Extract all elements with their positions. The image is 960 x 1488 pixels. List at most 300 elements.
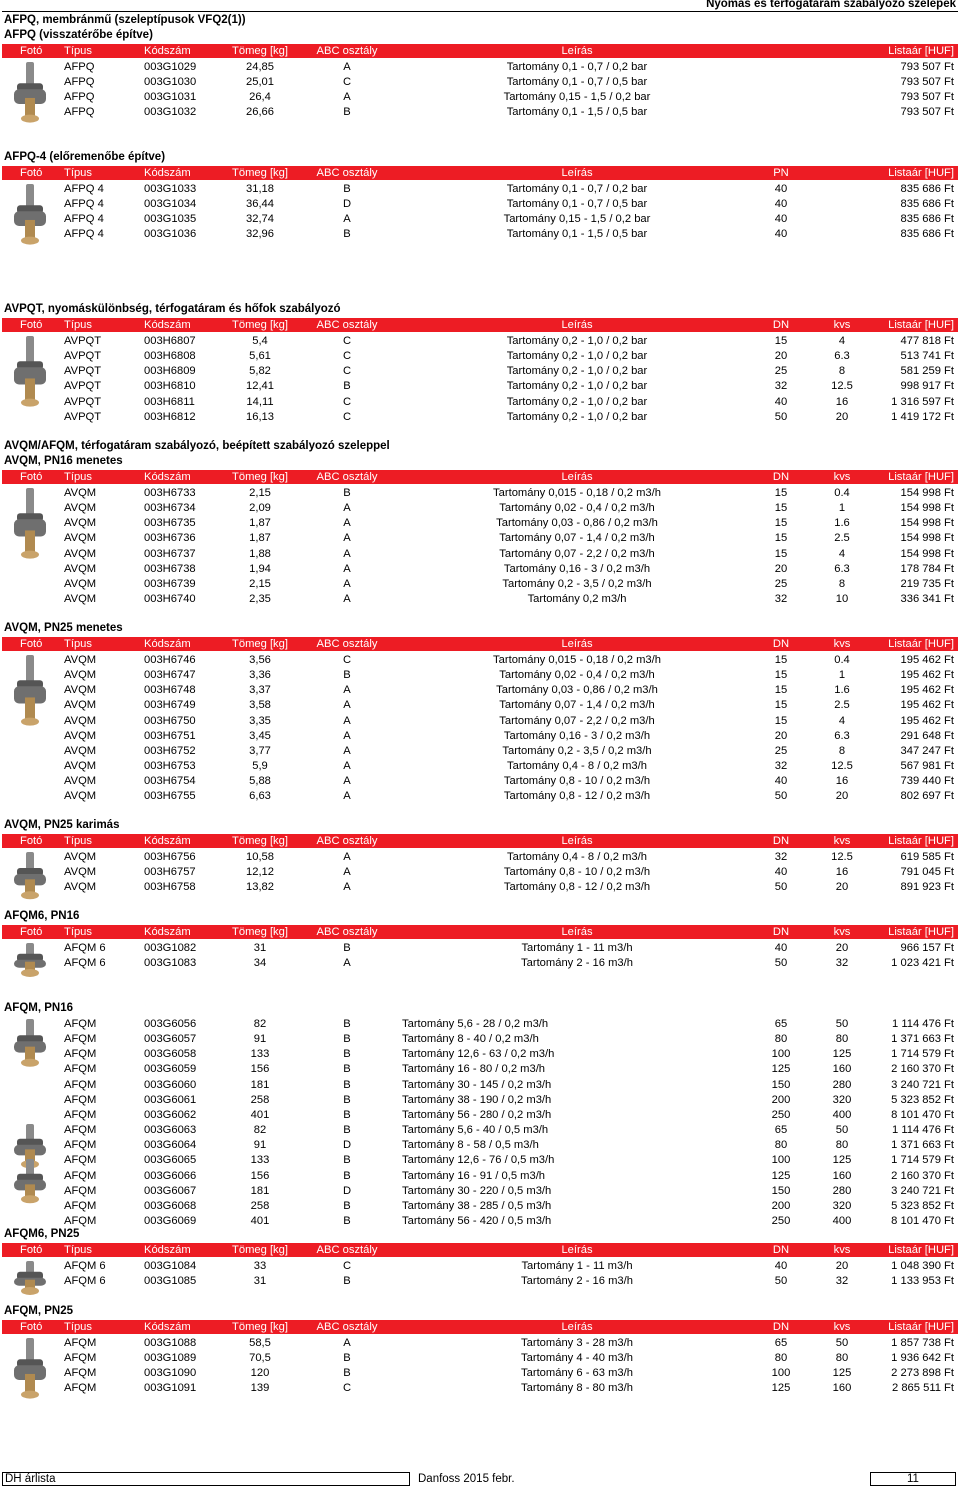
type-cell: AVQM xyxy=(64,699,97,712)
dn-cell: 15 xyxy=(774,517,788,530)
price-cell: 219 735 Ft xyxy=(900,577,954,590)
table-row xyxy=(2,1259,958,1274)
price-cell: 2 160 370 Ft xyxy=(891,1063,954,1076)
price-cell: 8 101 470 Ft xyxy=(891,1214,954,1227)
kvs-header: kvs xyxy=(833,926,851,938)
table-row xyxy=(2,531,958,546)
type-cell: AFQM 6 xyxy=(64,957,106,970)
dn-cell: 65 xyxy=(774,1018,788,1030)
description-cell: Tartomány 2 - 16 m3/h xyxy=(521,1275,633,1288)
description-cell: Tartomány 12,6 - 63 / 0,2 m3/h xyxy=(402,1048,555,1061)
kvs-cell: 80 xyxy=(835,1033,849,1046)
dn-cell: 15 xyxy=(774,532,788,545)
description-cell: Tartomány 8 - 40 / 0,2 m3/h xyxy=(402,1033,539,1046)
table-row xyxy=(2,182,958,197)
kvs-cell: 12.5 xyxy=(831,851,853,863)
table-row xyxy=(2,1017,958,1032)
type-cell: AFQM xyxy=(64,1382,97,1395)
kvs-cell: 400 xyxy=(832,1214,852,1227)
dn-cell: 15 xyxy=(774,684,788,697)
price-header: Listaár [HUF] xyxy=(888,167,954,179)
type-cell: AVQM xyxy=(64,547,97,560)
kvs-cell: 2.5 xyxy=(834,532,850,545)
description-cell: Tartomány 8 - 80 m3/h xyxy=(521,1382,633,1395)
type-cell: AFQM xyxy=(64,1214,97,1227)
type-cell: AFPQ 4 xyxy=(64,198,104,211)
type-cell: AVQM xyxy=(64,744,97,757)
type-cell: AFPQ xyxy=(64,61,95,73)
price-cell: 1 023 421 Ft xyxy=(891,957,954,970)
abc-class-cell: B xyxy=(343,1199,351,1212)
price-cell: 793 507 Ft xyxy=(900,76,954,89)
abc-class-cell: B xyxy=(343,1214,351,1227)
weight-cell: 26,66 xyxy=(246,106,274,119)
weight-cell: 156 xyxy=(250,1169,270,1182)
dn-cell: 80 xyxy=(774,1352,788,1365)
table-header-row xyxy=(2,1243,958,1257)
abc-class-cell: B xyxy=(343,1078,351,1091)
abc-header: ABC osztály xyxy=(316,835,378,847)
code-cell: 003G6063 xyxy=(144,1124,197,1137)
weight-cell: 133 xyxy=(250,1048,270,1061)
kvs-cell: 50 xyxy=(835,1124,849,1137)
abc-class-cell: A xyxy=(343,729,351,742)
kvs-cell: 125 xyxy=(832,1154,852,1167)
dn-cell: 25 xyxy=(774,744,788,757)
weight-cell: 3,58 xyxy=(249,699,271,712)
type-header: Típus xyxy=(64,835,92,847)
description-cell: Tartomány 0,03 - 0,86 / 0,2 m3/h xyxy=(496,517,658,530)
abc-class-cell: C xyxy=(342,395,352,408)
kvs-cell: 8 xyxy=(838,365,846,378)
code-cell: 003H6734 xyxy=(144,502,196,515)
description-cell: Tartomány 0,015 - 0,18 / 0,2 m3/h xyxy=(493,487,661,499)
code-header: Kódszám xyxy=(144,1321,191,1333)
price-cell: 998 917 Ft xyxy=(900,380,954,393)
description-cell: Tartomány 0,07 - 2,2 / 0,2 m3/h xyxy=(499,714,655,727)
table-row xyxy=(2,197,958,212)
photo-header: Fotó xyxy=(20,1244,43,1256)
kvs-cell: 12.5 xyxy=(831,380,853,393)
abc-class-cell: A xyxy=(343,593,351,606)
abc-class-cell: B xyxy=(343,1048,351,1061)
code-cell: 003H6751 xyxy=(144,729,196,742)
table-row xyxy=(2,698,958,713)
abc-class-cell: A xyxy=(343,790,351,803)
kvs-cell: 6.3 xyxy=(834,729,850,742)
code-cell: 003G1036 xyxy=(144,228,197,241)
abc-class-cell: D xyxy=(342,198,352,211)
abc-class-cell: C xyxy=(342,335,352,347)
abc-class-cell: B xyxy=(343,380,351,393)
description-header: Leírás xyxy=(561,1244,593,1256)
description-header: Leírás xyxy=(561,319,593,331)
price-cell: 966 157 Ft xyxy=(900,942,954,954)
description-cell: Tartomány 0,15 - 1,5 / 0,2 bar xyxy=(503,213,651,226)
table-row xyxy=(2,714,958,729)
weight-cell: 33 xyxy=(253,1260,267,1272)
dn-header: DN xyxy=(772,638,790,650)
kvs-cell: 32 xyxy=(835,957,849,970)
kvs-cell: 50 xyxy=(835,1337,849,1349)
description-cell: Tartomány 0,07 - 1,4 / 0,2 m3/h xyxy=(499,699,655,712)
table-row xyxy=(2,1366,958,1381)
weight-cell: 1,94 xyxy=(249,562,271,575)
price-cell: 1 371 663 Ft xyxy=(891,1033,954,1046)
kvs-cell: 1.6 xyxy=(834,517,850,530)
description-header: Leírás xyxy=(561,45,593,57)
code-cell: 003G1089 xyxy=(144,1352,197,1365)
type-cell: AVQM xyxy=(64,729,97,742)
weight-cell: 5,9 xyxy=(252,760,268,773)
photo-header: Fotó xyxy=(20,45,43,57)
table-row xyxy=(2,577,958,592)
price-header: Listaár [HUF] xyxy=(888,1321,954,1333)
code-cell: 003G1035 xyxy=(144,213,197,226)
dn-cell: 150 xyxy=(771,1078,791,1091)
code-header: Kódszám xyxy=(144,471,191,483)
table-row xyxy=(2,379,958,394)
price-cell: 154 998 Ft xyxy=(900,502,954,515)
code-cell: 003H6746 xyxy=(144,654,196,666)
kvs-cell: 32 xyxy=(835,1275,849,1288)
type-cell: AVQM xyxy=(64,881,97,894)
type-cell: AVQM xyxy=(64,654,97,666)
code-cell: 003G1091 xyxy=(144,1382,197,1395)
kvs-cell: 20 xyxy=(835,881,849,894)
dn-cell: 40 xyxy=(774,866,788,879)
dn-cell: 50 xyxy=(774,957,788,970)
code-cell: 003G1084 xyxy=(144,1260,197,1272)
price-cell: 154 998 Ft xyxy=(900,517,954,530)
price-cell: 1 714 579 Ft xyxy=(891,1154,954,1167)
weight-cell: 120 xyxy=(250,1367,270,1380)
abc-class-cell: A xyxy=(343,684,351,697)
description-cell: Tartomány 16 - 91 / 0,5 m3/h xyxy=(402,1169,546,1182)
code-header: Kódszám xyxy=(144,45,191,57)
weight-cell: 139 xyxy=(250,1382,270,1395)
weight-cell: 3,35 xyxy=(249,714,271,727)
type-cell: AVQM xyxy=(64,684,97,697)
abc-class-cell: C xyxy=(342,350,352,363)
abc-class-cell: B xyxy=(343,1063,351,1076)
dn-header: DN xyxy=(772,926,790,938)
weight-cell: 401 xyxy=(250,1214,270,1227)
price-cell: 195 462 Ft xyxy=(900,669,954,682)
type-cell: AVQM xyxy=(64,562,97,575)
kvs-cell: 125 xyxy=(832,1048,852,1061)
type-cell: AFQM xyxy=(64,1139,97,1152)
description-cell: Tartomány 0,02 - 0,4 / 0,2 m3/h xyxy=(499,669,655,682)
code-cell: 003H6807 xyxy=(144,335,196,347)
code-header: Kódszám xyxy=(144,926,191,938)
table-row xyxy=(2,1138,958,1153)
kvs-header: kvs xyxy=(833,1321,851,1333)
code-cell: 003G1088 xyxy=(144,1337,197,1349)
valve-photo-icon xyxy=(10,653,50,731)
weight-cell: 12,12 xyxy=(246,866,274,879)
price-cell: 1 114 476 Ft xyxy=(892,1018,954,1030)
code-cell: 003H6812 xyxy=(144,410,196,423)
description-cell: Tartomány 0,2 - 1,0 / 0,2 bar xyxy=(506,365,648,378)
description-header: Leírás xyxy=(561,471,593,483)
weight-cell: 2,15 xyxy=(249,487,271,499)
abc-class-cell: A xyxy=(343,517,351,530)
price-cell: 154 998 Ft xyxy=(900,547,954,560)
type-cell: AFPQ 4 xyxy=(64,228,104,241)
description-cell: Tartomány 56 - 420 / 0,5 m3/h xyxy=(402,1214,552,1227)
dn-cell: 15 xyxy=(774,669,788,682)
dn-cell: 32 xyxy=(774,851,788,863)
table-row xyxy=(2,744,958,759)
weight-cell: 24,85 xyxy=(246,61,274,73)
price-cell: 195 462 Ft xyxy=(900,654,954,666)
table-row xyxy=(2,90,958,105)
table-row xyxy=(2,850,958,865)
section-title: AFQM6, PN16 xyxy=(4,910,80,922)
weight-header: Tömeg [kg] xyxy=(232,638,288,650)
type-cell: AVQM xyxy=(64,532,97,545)
price-cell: 8 101 470 Ft xyxy=(891,1108,954,1121)
table-row xyxy=(2,516,958,531)
abc-class-cell: A xyxy=(343,61,351,73)
photo-header: Fotó xyxy=(20,926,43,938)
code-cell: 003G6056 xyxy=(144,1018,197,1030)
table-row xyxy=(2,1032,958,1047)
code-cell: 003G1082 xyxy=(144,942,197,954)
weight-cell: 34 xyxy=(253,957,267,970)
price-header: Listaár [HUF] xyxy=(888,1244,954,1256)
weight-cell: 5,82 xyxy=(249,365,271,378)
weight-cell: 2,35 xyxy=(249,593,271,606)
abc-class-cell: A xyxy=(343,1337,351,1349)
price-cell: 793 507 Ft xyxy=(900,91,954,104)
photo-header: Fotó xyxy=(20,167,43,179)
dn-cell: 200 xyxy=(771,1093,791,1106)
valve-photo-icon xyxy=(10,486,50,564)
dn-cell: 32 xyxy=(774,593,788,606)
type-header: Típus xyxy=(64,926,92,938)
table-row xyxy=(2,227,958,242)
type-cell: AFQM xyxy=(64,1199,97,1212)
type-header: Típus xyxy=(64,471,92,483)
price-header: Listaár [HUF] xyxy=(888,835,954,847)
price-cell: 336 341 Ft xyxy=(900,593,954,606)
code-cell: 003G1034 xyxy=(144,198,197,211)
code-cell: 003H6809 xyxy=(144,365,196,378)
weight-cell: 258 xyxy=(250,1093,270,1106)
type-cell: AVQM xyxy=(64,502,97,515)
price-cell: 1 857 738 Ft xyxy=(891,1337,954,1349)
type-cell: AFQM xyxy=(64,1018,97,1030)
description-cell: Tartomány 0,8 - 10 / 0,2 m3/h xyxy=(503,775,651,788)
type-header: Típus xyxy=(64,319,92,331)
type-cell: AFQM 6 xyxy=(64,942,106,954)
description-cell: Tartomány 0,4 - 8 / 0,2 m3/h xyxy=(507,760,647,773)
description-cell: Tartomány 2 - 16 m3/h xyxy=(521,957,633,970)
kvs-cell: 4 xyxy=(838,714,846,727)
valve-photo-icon xyxy=(10,850,50,901)
code-cell: 003H6736 xyxy=(144,532,196,545)
valve-photo-icon xyxy=(10,334,50,412)
weight-cell: 156 xyxy=(250,1063,270,1076)
price-cell: 1 419 172 Ft xyxy=(891,410,954,423)
abc-class-cell: A xyxy=(343,213,351,226)
abc-class-cell: B xyxy=(343,1033,351,1046)
code-cell: 003G6058 xyxy=(144,1048,197,1061)
table-row xyxy=(2,547,958,562)
table-row xyxy=(2,1047,958,1062)
dn-cell: 40 xyxy=(774,942,788,954)
description-cell: Tartomány 0,07 - 1,4 / 0,2 m3/h xyxy=(499,532,655,545)
type-cell: AVPQT xyxy=(64,395,102,408)
table-row xyxy=(2,75,958,90)
type-cell: AFQM 6 xyxy=(64,1260,106,1272)
weight-cell: 1,87 xyxy=(249,517,271,530)
code-cell: 003G1090 xyxy=(144,1367,197,1380)
price-cell: 739 440 Ft xyxy=(900,775,954,788)
kvs-cell: 1 xyxy=(838,502,846,515)
weight-cell: 181 xyxy=(250,1078,270,1091)
kvs-cell: 12.5 xyxy=(831,760,853,773)
price-cell: 802 697 Ft xyxy=(900,790,954,803)
price-cell: 891 923 Ft xyxy=(900,881,954,894)
type-header: Típus xyxy=(64,1244,92,1256)
kvs-cell: 280 xyxy=(832,1078,852,1091)
price-cell: 291 648 Ft xyxy=(900,729,954,742)
type-cell: AVQM xyxy=(64,866,97,879)
price-cell: 195 462 Ft xyxy=(900,684,954,697)
dn-cell: 20 xyxy=(774,562,788,575)
section-title: AVQM, PN25 menetes xyxy=(4,622,123,634)
dn-cell: 40 xyxy=(774,213,788,226)
kvs-cell: 80 xyxy=(835,1352,849,1365)
description-cell: Tartomány 0,1 - 0,7 / 0,5 bar xyxy=(506,198,648,211)
weight-cell: 5,4 xyxy=(252,335,268,347)
kvs-cell: 1 xyxy=(838,669,846,682)
description-cell: Tartomány 0,2 m3/h xyxy=(527,593,627,606)
section-title: AFQM6, PN25 xyxy=(4,1228,80,1240)
price-cell: 581 259 Ft xyxy=(900,365,954,378)
description-cell: Tartomány 16 - 80 / 0,2 m3/h xyxy=(402,1063,546,1076)
type-cell: AVQM xyxy=(64,517,97,530)
valve-photo-icon xyxy=(10,182,50,249)
description-cell: Tartomány 3 - 28 m3/h xyxy=(521,1337,633,1349)
description-cell: Tartomány 0,8 - 10 / 0,2 m3/h xyxy=(503,866,651,879)
weight-cell: 258 xyxy=(250,1199,270,1212)
code-cell: 003H6733 xyxy=(144,487,196,499)
dn-cell: 100 xyxy=(771,1154,791,1167)
description-cell: Tartomány 5,6 - 28 / 0,2 m3/h xyxy=(402,1018,549,1030)
abc-class-cell: C xyxy=(342,1382,352,1395)
description-cell: Tartomány 0,16 - 3 / 0,2 m3/h xyxy=(503,562,651,575)
type-cell: AVPQT xyxy=(64,410,102,423)
code-cell: 003G1083 xyxy=(144,957,197,970)
dn-cell: 20 xyxy=(774,350,788,363)
weight-cell: 13,82 xyxy=(246,881,274,894)
description-cell: Tartomány 38 - 285 / 0,5 m3/h xyxy=(402,1199,552,1212)
type-cell: AVQM xyxy=(64,760,97,773)
type-cell: AVQM xyxy=(64,851,97,863)
price-cell: 154 998 Ft xyxy=(900,532,954,545)
dn-cell: 100 xyxy=(771,1367,791,1380)
kvs-header: kvs xyxy=(833,319,851,331)
weight-cell: 91 xyxy=(253,1033,267,1046)
weight-cell: 82 xyxy=(253,1124,267,1137)
abc-class-cell: C xyxy=(342,365,352,378)
dn-cell: 50 xyxy=(774,790,788,803)
weight-cell: 3,36 xyxy=(249,669,271,682)
weight-cell: 26,4 xyxy=(249,91,271,104)
table-header-row xyxy=(2,318,958,332)
code-cell: 003H6810 xyxy=(144,380,196,393)
abc-class-cell: B xyxy=(343,1124,351,1137)
price-cell: 567 981 Ft xyxy=(900,760,954,773)
dn-cell: 125 xyxy=(771,1169,791,1182)
weight-cell: 12,41 xyxy=(246,380,274,393)
kvs-cell: 125 xyxy=(832,1367,852,1380)
section-title: AVPQT, nyomáskülönbség, térfogatáram és hőfok szabályozó xyxy=(4,303,341,315)
description-cell: Tartomány 0,2 - 1,0 / 0,2 bar xyxy=(506,410,648,423)
abc-class-cell: A xyxy=(343,714,351,727)
code-cell: 003H6747 xyxy=(144,669,196,682)
code-cell: 003H6739 xyxy=(144,577,196,590)
abc-class-cell: A xyxy=(343,577,351,590)
page-header-title: Nyomás és térfogatáram szabályozó szelepek xyxy=(706,0,956,10)
code-cell: 003G6066 xyxy=(144,1169,197,1182)
section-title: AFPQ (visszatérőbe építve) xyxy=(4,29,153,41)
abc-header: ABC osztály xyxy=(316,167,378,179)
code-cell: 003H6735 xyxy=(144,517,196,530)
section-title: AVQM, PN25 karimás xyxy=(4,819,120,831)
table-row xyxy=(2,1062,958,1077)
description-cell: Tartomány 4 - 40 m3/h xyxy=(521,1352,633,1365)
price-cell: 835 686 Ft xyxy=(900,183,954,195)
kvs-cell: 280 xyxy=(832,1184,852,1197)
price-cell: 178 784 Ft xyxy=(900,562,954,575)
type-cell: AVPQT xyxy=(64,365,102,378)
weight-cell: 36,44 xyxy=(246,198,274,211)
price-cell: 835 686 Ft xyxy=(900,198,954,211)
table-row xyxy=(2,1336,958,1351)
table-header-row xyxy=(2,637,958,651)
price-cell: 619 585 Ft xyxy=(900,851,954,863)
table-row xyxy=(2,486,958,501)
dn-cell: 40 xyxy=(774,228,788,241)
dn-cell: 100 xyxy=(771,1048,791,1061)
kvs-cell: 320 xyxy=(832,1199,852,1212)
table-row xyxy=(2,1169,958,1184)
abc-class-cell: B xyxy=(343,1352,351,1365)
code-cell: 003G1033 xyxy=(144,183,197,195)
table-header-row xyxy=(2,166,958,180)
weight-header: Tömeg [kg] xyxy=(232,45,288,57)
abc-header: ABC osztály xyxy=(316,1321,378,1333)
description-cell: Tartomány 0,2 - 1,0 / 0,2 bar xyxy=(506,335,648,347)
type-header: Típus xyxy=(64,638,92,650)
type-cell: AFQM xyxy=(64,1367,97,1380)
description-cell: Tartomány 0,15 - 1,5 / 0,2 bar xyxy=(503,91,651,104)
table-row xyxy=(2,1108,958,1123)
dn-cell: 25 xyxy=(774,577,788,590)
abc-class-cell: A xyxy=(343,744,351,757)
price-header: Listaár [HUF] xyxy=(888,638,954,650)
photo-header: Fotó xyxy=(20,1321,43,1333)
kvs-cell: 8 xyxy=(838,744,846,757)
type-cell: AFPQ xyxy=(64,76,95,89)
dn-cell: 150 xyxy=(771,1184,791,1197)
abc-header: ABC osztály xyxy=(316,926,378,938)
